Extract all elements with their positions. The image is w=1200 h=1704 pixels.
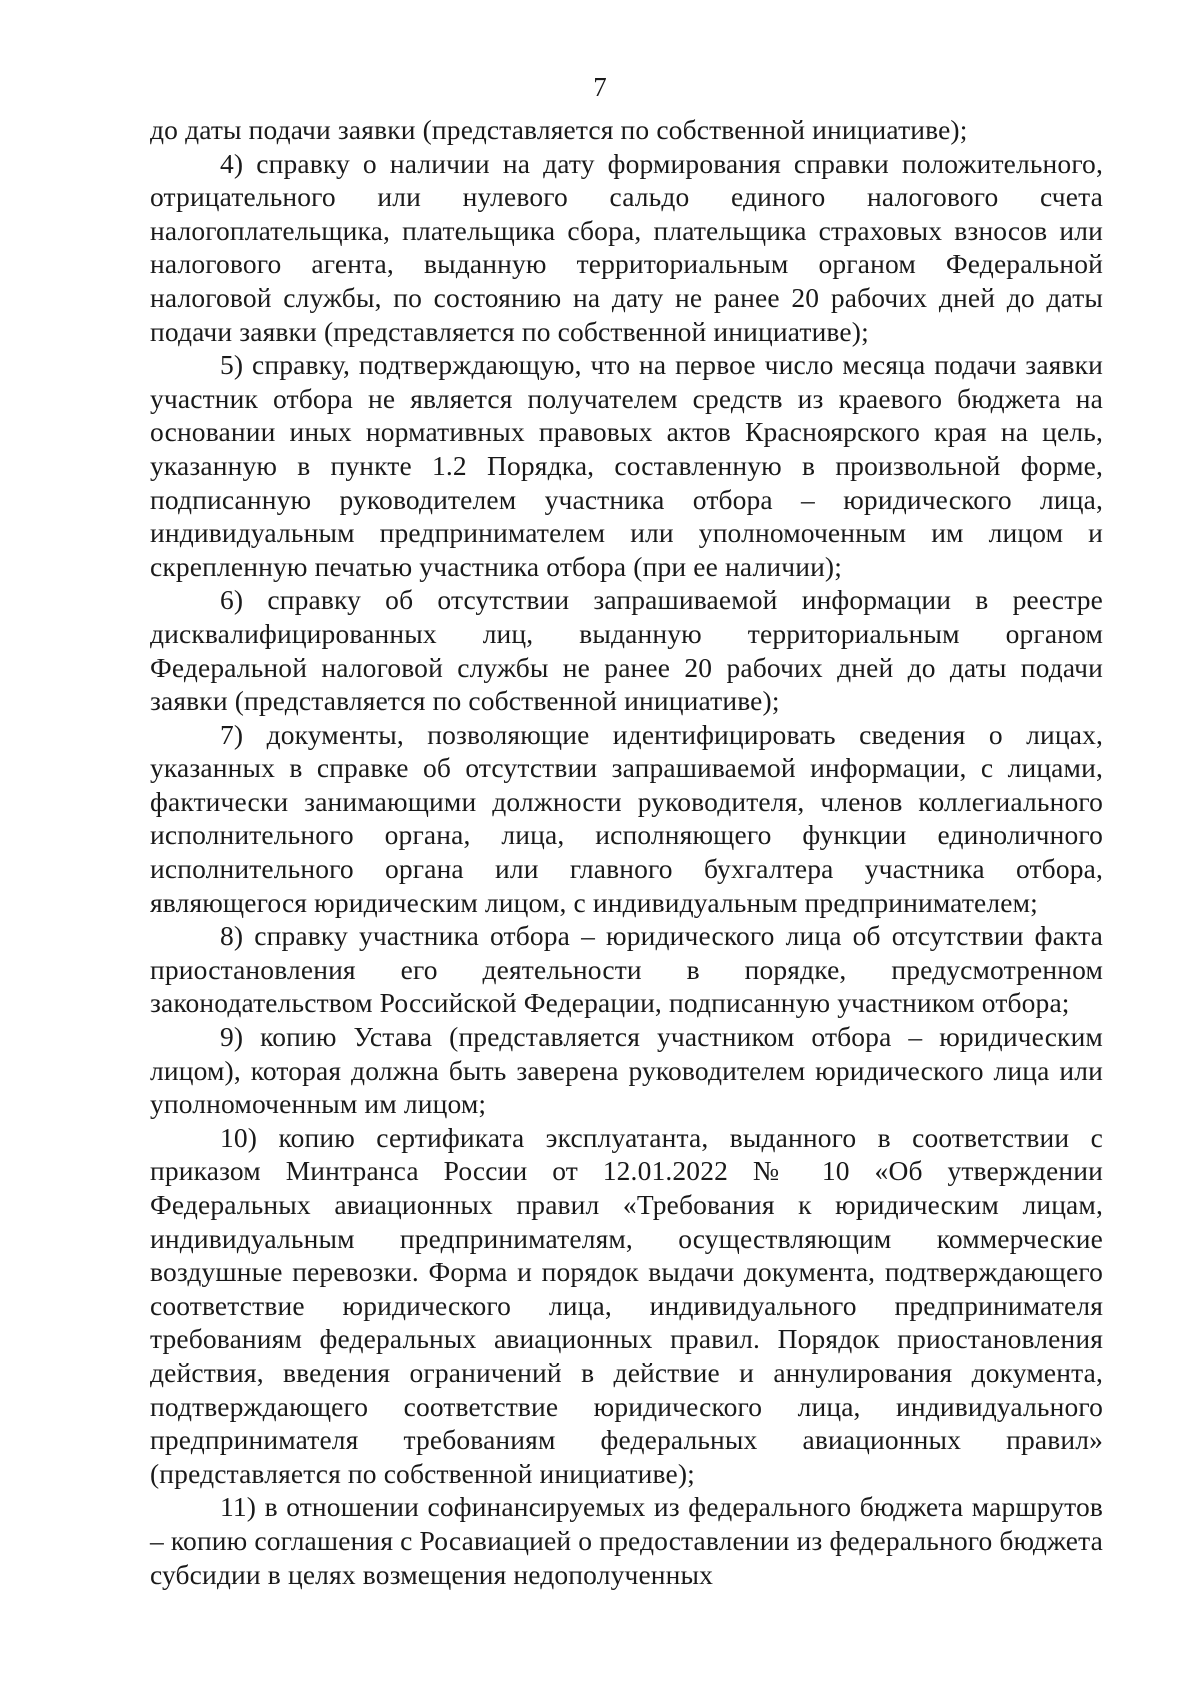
paragraph-item-6: 6) справку об отсутствии запрашиваемой информации в реестре дисквалифицированных лиц, выданную территориальным органом Федеральной налоговой службы не ранее 20 рабочих дней до даты подачи заявки (представляется по собственной инициативе);: [150, 584, 1103, 717]
paragraph-item-8: 8) справку участника отбора – юридического лица об отсутствии факта приостановления его деятельности в порядке, предусмотренном законодательством Российской Федерации, подписанную участником отбора;: [150, 920, 1103, 1019]
paragraph-item-4: 4) справку о наличии на дату формирования справки положительного, отрицательного или нулевого сальдо единого налогового счета налогоплательщика, плательщика сбора, плательщика страховых взносов или налогового агента, выданную территориальным органом Федеральной налоговой службы, по состоянию на дату не ранее 20 рабочих дней до даты подачи заявки (представляется по собственной инициативе);: [150, 147, 1103, 347]
paragraph-item-7: 7) документы, позволяющие идентифицировать сведения о лицах, указанных в справке об отсутствии запрашиваемой информации, с лицами, фактически занимающими должности руководителя, членов коллегиального исполнительного органа, лица, исполняющего функции единоличного исполнительного органа или главного бухгалтера участника отбора, являющегося юридическим лицом, с индивидуальным предпринимателем;: [150, 718, 1103, 918]
paragraph-item-11: 11) в отношении софинансируемых из федерального бюджета маршрутов – копию соглашения с Росавиацией о предоставлении из федерального бюджета субсидии в целях возмещения недополученных: [150, 1491, 1103, 1590]
paragraph-continuation: до даты подачи заявки (представляется по собственной инициативе);: [150, 114, 968, 145]
paragraph-item-10: 10) копию сертификата эксплуатанта, выданного в соответствии с приказом Минтранса России от 12.01.2022 № 10 «Об утверждении Федеральных авиационных правил «Требования к юридическим лицам, индивидуальным предпринимателям, осуществляющим коммерческие воздушные перевозки. Форма и порядок выдачи документа, подтверждающего соответствие юридического лица, индивидуального предпринимателя требованиям федеральных авиационных правил. Порядок приостановления действия, введения ограничений в действие и аннулирования документа, подтверждающего соответствие юридического лица, индивидуального предпринимателя требованиям федеральных авиационных правил» (представляется по собственной инициативе);: [150, 1121, 1103, 1489]
paragraph-item-5: 5) справку, подтверждающую, что на первое число месяца подачи заявки участник отбора не является получателем средств из краевого бюджета на основании иных нормативных правовых актов Красноярского края на цель, указанную в пункте 1.2 Порядка, составленную в произвольной форме, подписанную руководителем участника отбора – юридического лица, индивидуальным предпринимателем или уполномоченным им лицом и скрепленную печатью участника отбора (при ее наличии);: [150, 349, 1103, 582]
page-number: 7: [593, 72, 607, 102]
document-body: [150, 113, 1103, 1591]
paragraph-item-9: 9) копию Устава (представляется участником отбора – юридическим лицом), которая должна быть заверена руководителем юридического лица или уполномоченным им лицом;: [150, 1021, 1103, 1120]
